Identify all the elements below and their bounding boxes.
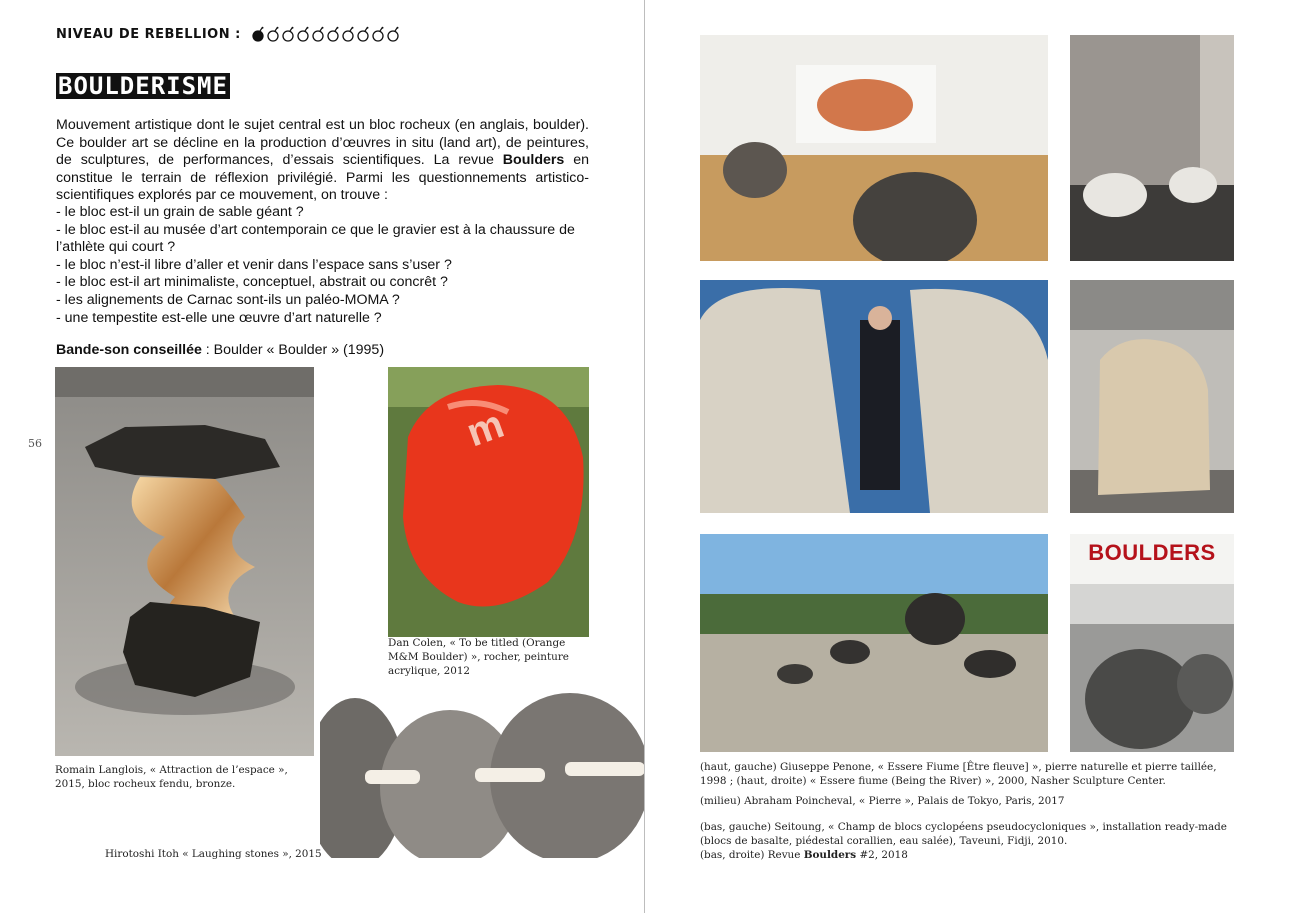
caption-bottom-right <box>700 848 1240 862</box>
question-item: - les alignements de Carnac sont-ils un paléo-MOMA ? <box>56 291 400 308</box>
rebellion-label: NIVEAU DE REBELLION : <box>56 26 241 42</box>
caption-bottom-left: (bas, gauche) Seitoung, « Champ de blocs cyclopéens pseudocycloniques », installation ready-made (blocs de basalte, piédestal corallien, eau salée), Taveuni, Fidji, 2010. <box>700 821 1227 847</box>
question-item: - le bloc n’est-il libre d’aller et venir dans l’espace sans s’user ? <box>56 256 452 273</box>
bomb-rating <box>251 26 400 42</box>
caption-middle-poincheval: (milieu) Abraham Poincheval, « Pierre », Palais de Tokyo, Paris, 2017 <box>700 795 1065 807</box>
caption-colen: Dan Colen, « To be titled (Orange M&M Boulder) », rocher, peinture acrylique, 2012 <box>388 637 569 677</box>
caption-top-penone: (haut, gauche) Giuseppe Penone, « Essere Fiume [Être fleuve] », pierre naturelle et pierre taillée, 1998 ; (haut, droite) « Essere fiume (Being the River) », 2000, Nasher Sculpture Center. <box>700 761 1217 787</box>
photo-boulders-magazine-cover <box>1070 534 1234 752</box>
bomb-filled-icon <box>251 26 265 42</box>
caption-bottom-right-suffix: #2, 2018 <box>856 849 908 861</box>
photo-poincheval-split-stone <box>700 280 1048 513</box>
page-gutter <box>644 0 645 913</box>
question-item: - le bloc est-il au musée d’art contemporain ce que le gravier est à la chaussure de l’athlète qui court ? <box>56 221 575 256</box>
page-title: BOULDERISME <box>58 72 228 100</box>
question-list <box>56 204 596 327</box>
intro-text-before: Mouvement artistique dont le sujet central est un bloc rocheux (en anglais, boulder). Ce boulder art se décline en la production d’œuvres in situ (land art), de peintures, de sculptures, de performances, d’essais scientifiques. La revue <box>56 117 589 169</box>
intro-bold-boulders: Boulders <box>502 152 565 169</box>
photo-penone-brick-room <box>1070 35 1234 261</box>
caption-itoh: Hirotoshi Itoh « Laughing stones », 2015 <box>105 848 322 860</box>
caption-langlois: Romain Langlois, « Attraction de l’espace », 2015, bloc rocheux fendu, bronze. <box>55 764 288 790</box>
photo-colen-orange-boulder <box>388 367 589 637</box>
question-item: - une tempestite est-elle une œuvre d’art naturelle ? <box>56 309 382 326</box>
caption-bottom-seitoung <box>700 820 1240 862</box>
photo-itoh-laughing-stones <box>320 688 644 858</box>
caption-bottom-right-bold: Boulders <box>803 849 857 861</box>
bomb-outline-icon <box>371 26 385 42</box>
svg-text:m: m <box>461 401 510 456</box>
bomb-outline-icon <box>281 26 295 42</box>
bomb-outline-icon <box>386 26 400 42</box>
question-item: - le bloc est-il art minimaliste, conceptuel, abstrait ou concrêt ? <box>56 274 448 291</box>
bomb-outline-icon <box>341 26 355 42</box>
bomb-outline-icon <box>296 26 310 42</box>
bomb-outline-icon <box>326 26 340 42</box>
photo-poincheval-pierre <box>1070 280 1234 513</box>
bomb-outline-icon <box>266 26 280 42</box>
soundtrack-value: : Boulder « Boulder » (1995) <box>201 342 385 358</box>
photo-penone-gallery <box>700 35 1048 261</box>
photo-seitoung-boulder-field <box>700 534 1048 752</box>
page-number: 56 <box>28 437 42 450</box>
caption-bottom-right-prefix: (bas, droite) Revue <box>700 849 804 861</box>
intro-paragraph <box>56 117 589 205</box>
bomb-outline-icon <box>311 26 325 42</box>
bomb-outline-icon <box>356 26 370 42</box>
magazine-cover-title: BOULDERS <box>1088 540 1216 565</box>
question-item: - le bloc est-il un grain de sable géant ? <box>56 204 304 220</box>
intro-text-after: en constitue le terrain de réflexion privilégié. Parmi les questionnements artistico-scientifiques explorés par ce mouvement, on trouve : <box>56 152 590 204</box>
rebellion-level <box>56 26 400 42</box>
soundtrack-line <box>56 342 384 358</box>
soundtrack-label: Bande-son conseillée <box>56 342 202 358</box>
photo-langlois-sculpture <box>55 367 314 756</box>
